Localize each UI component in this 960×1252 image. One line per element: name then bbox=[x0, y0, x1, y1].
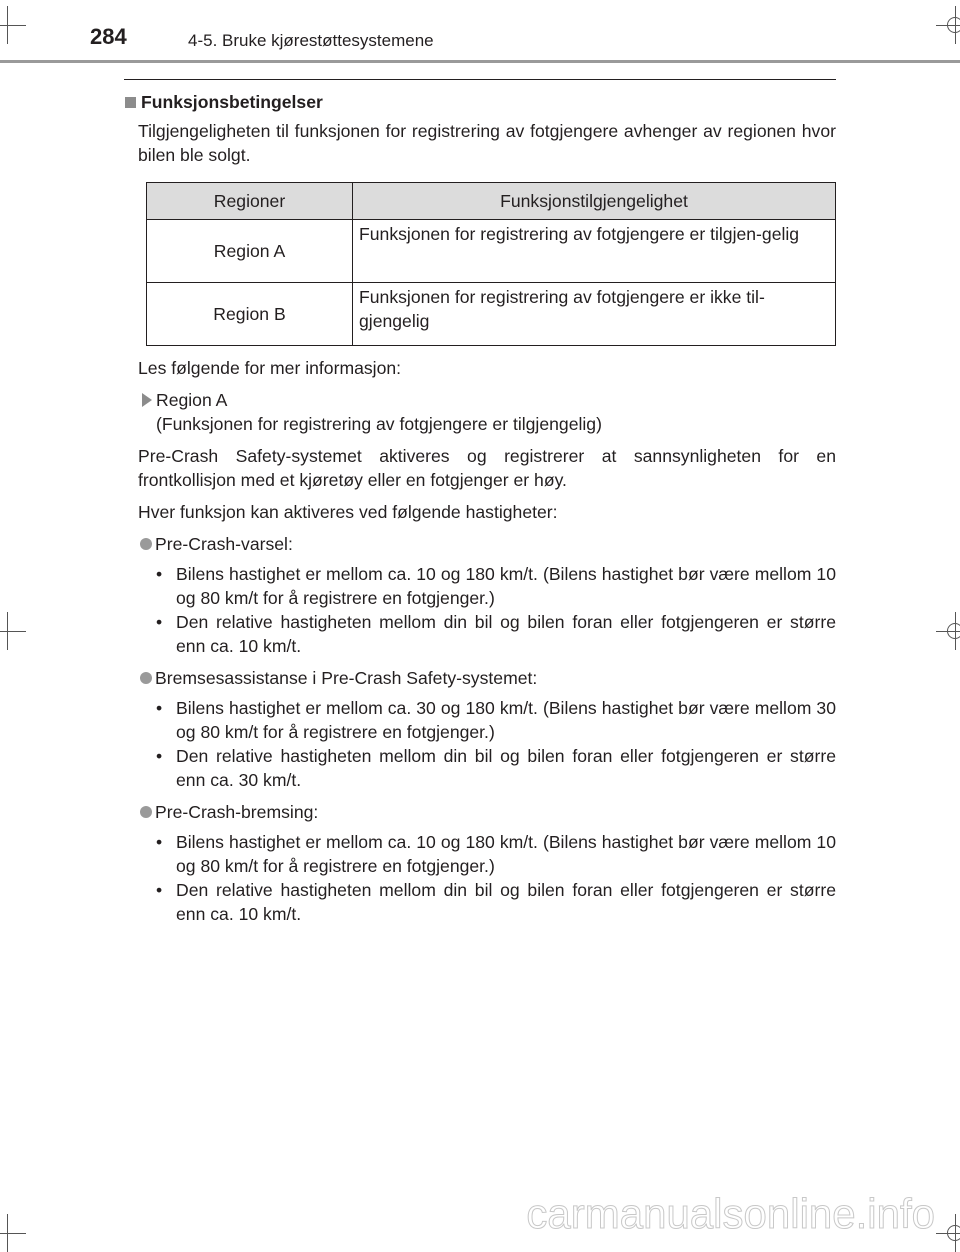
table-header-availability: Funksjonstilgjengelighet bbox=[353, 183, 836, 220]
chapter-title: 4-5. Bruke kjørestøttesystemene bbox=[188, 31, 434, 50]
condition-list bbox=[124, 830, 836, 926]
crop-mark-mid-right bbox=[944, 620, 960, 642]
table-cell-availability: Funksjonen for registrering av fotgjengere er tilgjen-gelig bbox=[353, 220, 836, 283]
crop-mark-mid-left bbox=[0, 620, 18, 642]
triangle-bullet-icon bbox=[142, 393, 152, 407]
page-number: 284 bbox=[90, 24, 127, 49]
more-info-text: Les følgende for mer informasjon: bbox=[138, 358, 402, 378]
list-item-text: Den relative hastigheten mellom din bil og bilen foran eller fotgjengeren er større enn ca. 10 km/t. bbox=[176, 880, 836, 924]
crop-mark-top-right bbox=[944, 14, 960, 36]
table-row bbox=[147, 220, 836, 283]
page-content bbox=[124, 90, 836, 926]
list-item bbox=[124, 878, 836, 926]
region-a-subtitle: (Funksjonen for registrering av fotgjengere er tilgjengelig) bbox=[156, 414, 602, 434]
function-block bbox=[124, 666, 836, 792]
square-bullet-icon bbox=[125, 97, 136, 108]
table-header-row bbox=[147, 183, 836, 220]
function-title: Bremsesassistanse i Pre-Crash Safety-systemet: bbox=[155, 668, 538, 688]
circle-bullet-icon bbox=[140, 806, 152, 818]
table-cell-availability: Funksjonen for registrering av fotgjengere er ikke til-gjengelig bbox=[353, 283, 836, 346]
list-item-text: Bilens hastighet er mellom ca. 30 og 180 km/t. (Bilens hastighet bør være mellom 30 og 80 km/t for å registrere en fotgjenger.) bbox=[176, 698, 836, 742]
bullet-glyph: • bbox=[156, 832, 163, 852]
function-heading bbox=[138, 666, 836, 690]
list-item bbox=[124, 610, 836, 658]
intro-paragraph: Tilgjengeligheten til funksjonen for registrering av fotgjengere avhenger av regionen hvor bilen ble solgt. bbox=[138, 121, 836, 165]
function-title: Pre-Crash-bremsing: bbox=[155, 802, 319, 822]
list-item bbox=[124, 830, 836, 878]
list-item-text: Bilens hastighet er mellom ca. 10 og 180 km/t. (Bilens hastighet bør være mellom 10 og 80 km/t for å registrere en fotgjenger.) bbox=[176, 832, 836, 876]
list-item bbox=[124, 696, 836, 744]
crop-mark-bottom-right bbox=[944, 1222, 960, 1244]
watermark-text: carmanualsonline.info bbox=[526, 1190, 935, 1237]
region-a-item bbox=[138, 388, 836, 436]
bullet-glyph: • bbox=[156, 880, 163, 900]
function-block bbox=[124, 800, 836, 926]
crop-mark-bottom-left bbox=[0, 1222, 18, 1244]
table-header-regions: Regioner bbox=[147, 183, 353, 220]
description-paragraph: Pre-Crash Safety-systemet aktiveres og registrerer at sannsynligheten for en frontkollisjon med et kjøretøy eller en fotgjenger er høy. bbox=[138, 446, 836, 490]
bullet-glyph: • bbox=[156, 564, 163, 584]
list-item-text: Den relative hastigheten mellom din bil og bilen foran eller fotgjengeren er større enn ca. 30 km/t. bbox=[176, 746, 836, 790]
speeds-paragraph: Hver funksjon kan aktiveres ved følgende hastigheter: bbox=[138, 502, 558, 522]
section-heading bbox=[124, 90, 836, 114]
list-item-text: Bilens hastighet er mellom ca. 10 og 180 km/t. (Bilens hastighet bør være mellom 10 og 80 km/t for å registrere en fotgjenger.) bbox=[176, 564, 836, 608]
header-rule bbox=[0, 60, 960, 63]
table-cell-region: Region A bbox=[147, 220, 353, 283]
function-block bbox=[124, 532, 836, 658]
crop-mark-top-left bbox=[0, 14, 18, 36]
list-item bbox=[124, 562, 836, 610]
function-title: Pre-Crash-varsel: bbox=[155, 534, 293, 554]
table-cell-region: Region B bbox=[147, 283, 353, 346]
region-a-title: Region A bbox=[156, 390, 228, 410]
circle-bullet-icon bbox=[140, 672, 152, 684]
circle-bullet-icon bbox=[140, 538, 152, 550]
region-table bbox=[146, 182, 836, 346]
bullet-glyph: • bbox=[156, 612, 163, 632]
list-item bbox=[124, 744, 836, 792]
function-heading bbox=[138, 800, 836, 824]
condition-list bbox=[124, 562, 836, 658]
list-item-text: Den relative hastigheten mellom din bil og bilen foran eller fotgjengeren er større enn ca. 10 km/t. bbox=[176, 612, 836, 656]
section-rule bbox=[124, 79, 836, 80]
function-heading bbox=[138, 532, 836, 556]
bullet-glyph: • bbox=[156, 698, 163, 718]
section-heading-text: Funksjonsbetingelser bbox=[141, 92, 323, 112]
condition-list bbox=[124, 696, 836, 792]
table-row bbox=[147, 283, 836, 346]
bullet-glyph: • bbox=[156, 746, 163, 766]
